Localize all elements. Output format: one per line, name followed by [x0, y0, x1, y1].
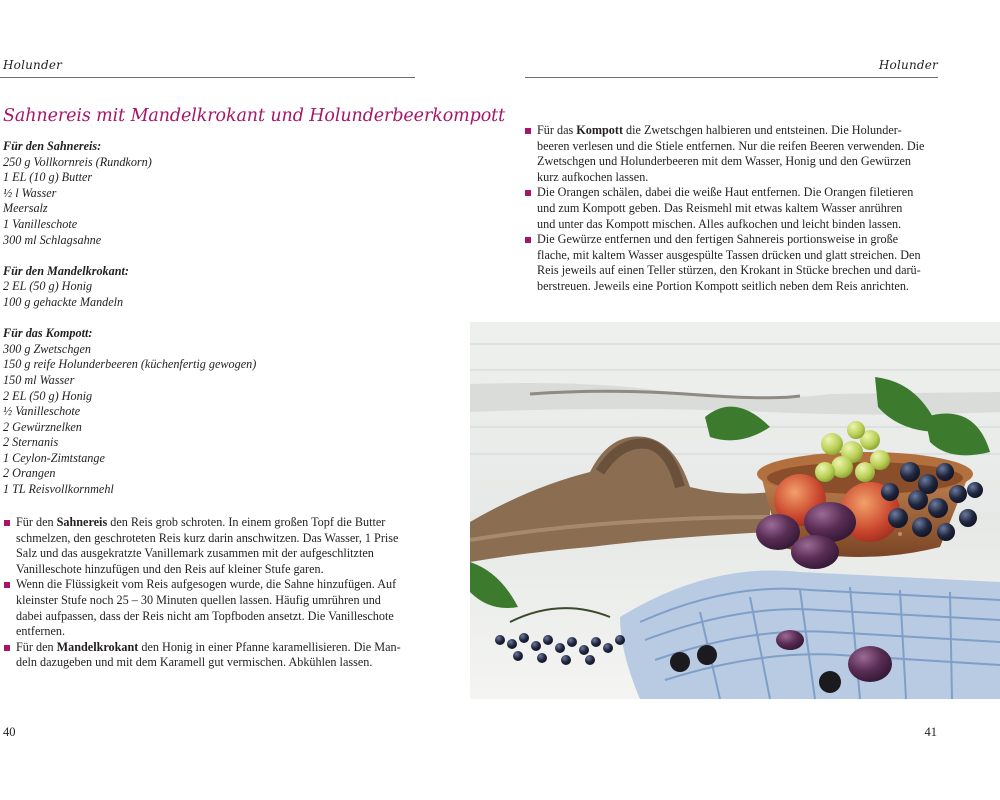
step-line: kurz aufkochen lassen. — [537, 169, 649, 184]
step-line: und zum Kompott geben. Das Reismehl mit etwas kaltem Wasser anrühren — [537, 200, 903, 215]
square-bullet-icon — [4, 645, 10, 651]
step-line: flache, mit kaltem Wasser ausgespülte Tassen drücken und glatt streichen. Den — [537, 247, 921, 262]
ingredient-item: 2 Gewürznelken — [3, 419, 82, 434]
running-head-left: Holunder — [3, 58, 63, 72]
square-bullet-icon — [525, 237, 531, 243]
square-bullet-icon — [525, 190, 531, 196]
instruction-step — [3, 515, 411, 577]
ingredient-list — [3, 279, 403, 310]
step-line: und unter das Kompott mischen. Alles aufkochen und leicht binden lassen. — [537, 216, 902, 231]
step-line: Wenn die Flüssigkeit vom Reis aufgesogen wurde, die Sahne hinzufügen. Auf — [16, 577, 397, 592]
header-rule-left — [0, 77, 415, 78]
step-line: Für den Mandelkrokant den Honig in einer Pfanne karamellisieren. Die Man- — [16, 639, 401, 654]
ingredient-item: 2 EL (50 g) Honig — [3, 279, 93, 294]
ingredient-group-mandelkrokant — [3, 264, 403, 311]
page-number: 41 — [924, 725, 937, 739]
instruction-step — [3, 577, 411, 639]
ingredient-item: 2 EL (50 g) Honig — [3, 388, 93, 403]
step-line: Die Orangen schälen, dabei die weiße Haut entfernen. Die Orangen filetieren — [537, 185, 914, 200]
page-number: 40 — [3, 725, 16, 739]
ingredient-item: 2 Sternanis — [3, 435, 59, 450]
ingredient-item: ½ l Wasser — [3, 185, 57, 200]
step-line: kleinster Stufe noch 25 – 30 Minuten quellen lassen. Häufig umrühren und — [16, 592, 381, 607]
ingredient-list — [3, 155, 403, 249]
ingredient-item: 150 g reife Holunderbeeren (küchenfertig gewogen) — [3, 357, 257, 372]
instruction-step — [524, 123, 940, 185]
step-line: Die Gewürze entfernen und den fertigen Sahnereis portionsweise in große — [537, 232, 899, 247]
ingredient-group-kompott — [3, 326, 403, 498]
ingredient-item: 300 ml Schlagsahne — [3, 232, 102, 247]
instruction-steps-left — [3, 515, 411, 671]
header-rule-right — [525, 77, 938, 78]
fruit-bowl-photo — [470, 322, 1000, 699]
step-line: beeren verlesen und die Stiele entfernen. Nur die reifen Beeren verwenden. Die — [537, 138, 925, 153]
ingredient-item: Meersalz — [3, 201, 48, 216]
step-line: Salz und das ausgekratzte Vanillemark zusammen mit der aufgeschlitzten — [16, 546, 374, 561]
step-line: schmelzen, den geschroteten Reis kurz darin anschwitzen. Das Wasser, 1 Prise — [16, 530, 399, 545]
ingredient-group-sahnereis — [3, 139, 403, 248]
running-head-right: Holunder — [878, 58, 938, 72]
ingredient-item: 2 Orangen — [3, 466, 56, 481]
step-line: Reis jeweils auf einen Teller stürzen, den Krokant in Stücke brechen und darü- — [537, 263, 921, 278]
square-bullet-icon — [4, 582, 10, 588]
step-line: Für den Sahnereis den Reis grob schroten. In einem großen Topf die Butter — [16, 515, 386, 529]
ingredient-group-heading: Für das Kompott: — [3, 326, 93, 341]
ingredient-item: 1 Ceylon-Zimtstange — [3, 450, 105, 465]
ingredient-list — [3, 342, 403, 498]
recipe-title: Sahnereis mit Mandelkrokant und Holunderbeerkompott — [3, 106, 506, 126]
step-line: Für das Kompott die Zwetschgen halbieren und entsteinen. Die Holunder- — [537, 123, 902, 137]
step-line: Vanilleschote hinzufügen und den Reis auf kleiner Stufe garen. — [16, 561, 324, 576]
ingredients-section — [3, 139, 403, 513]
ingredient-item: 1 Vanilleschote — [3, 216, 78, 231]
square-bullet-icon — [525, 128, 531, 134]
ingredient-item: 1 EL (10 g) Butter — [3, 170, 93, 185]
step-line: Zwetschgen und Holunderbeeren mit dem Wasser, Honig und den Gewürzen — [537, 154, 911, 169]
step-line: entfernen. — [16, 624, 66, 639]
square-bullet-icon — [4, 520, 10, 526]
instruction-step — [524, 232, 940, 294]
step-line: dabei aufpassen, dass der Reis nicht am Topfboden ansetzt. Die Vanilleschote — [16, 608, 394, 623]
ingredient-group-heading: Für den Sahnereis: — [3, 139, 102, 153]
step-line: berstreuen. Jeweils eine Portion Kompott seitlich neben dem Reis anrichten. — [537, 278, 909, 293]
ingredient-item: 250 g Vollkornreis (Rundkorn) — [3, 154, 152, 169]
ingredient-item: 150 ml Wasser — [3, 372, 75, 387]
ingredient-item: ½ Vanilleschote — [3, 404, 81, 419]
step-line: deln dazugeben und mit dem Karamell gut vermischen. Abkühlen lassen. — [16, 655, 373, 670]
instruction-step — [524, 185, 940, 232]
instruction-steps-right — [524, 123, 940, 295]
ingredient-item: 300 g Zwetschgen — [3, 341, 92, 356]
ingredient-group-heading: Für den Mandelkrokant: — [3, 263, 129, 278]
ingredient-item: 1 TL Reisvollkornmehl — [3, 482, 114, 497]
instruction-step — [3, 640, 411, 671]
ingredient-item: 100 g gehackte Mandeln — [3, 294, 124, 309]
